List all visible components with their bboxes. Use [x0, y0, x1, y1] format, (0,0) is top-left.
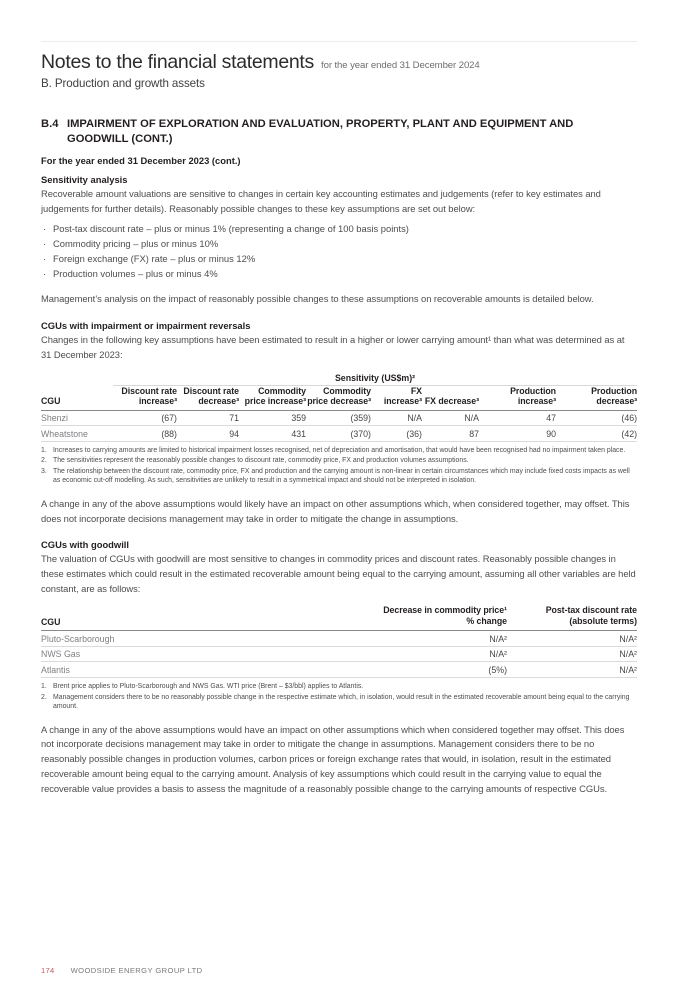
- table-cell: 359: [239, 410, 306, 426]
- top-divider: [41, 41, 637, 42]
- goodwill-table-footnotes: [41, 682, 637, 712]
- note-heading: [41, 117, 637, 146]
- goodwill-table: [41, 605, 637, 678]
- table-row: [41, 631, 637, 647]
- cgu-name: NWS Gas: [41, 646, 322, 662]
- table-cell: 94: [177, 426, 239, 442]
- footnote: [41, 693, 637, 712]
- goodwill-cgus-heading: CGUs with goodwill: [41, 539, 130, 551]
- bullet-text: Commodity pricing – plus or minus 10%: [53, 238, 219, 250]
- column-header: Commodity price decrease³: [306, 385, 371, 410]
- column-header: Production decrease³: [556, 385, 637, 410]
- column-header: FX increase³: [371, 385, 422, 410]
- page-subtitle: for the year ended 31 December 2024: [321, 60, 480, 71]
- footnote-number: 2.: [41, 457, 47, 465]
- offset-note: A change in any of the above assumptions would likely have an impact on other assumptions which, when considered together, may offset. This does not incorporate decisions management may take in order to mitigate the change in assumptions.: [41, 497, 630, 524]
- footnote: [41, 682, 637, 692]
- footnote-text: Increases to carrying amounts are limited to historical impairment losses recognised, net of depreciation and amortisation, that would have been recognised had no impairment taken place.: [53, 446, 626, 454]
- cgu-name: Shenzi: [41, 410, 113, 426]
- document-page: [0, 41, 679, 796]
- table-row: [41, 646, 637, 662]
- table-header-row: [41, 385, 637, 410]
- footnote-number: 3.: [41, 467, 47, 475]
- empty-cell: [41, 372, 113, 386]
- impairment-intro: Changes in the following key assumptions have been estimated to result in a higher or lower carrying amount¹ than what was determined as at 31 December 2023:: [41, 334, 625, 360]
- footnote: [41, 456, 637, 466]
- column-header: Commodity price increase³: [239, 385, 306, 410]
- bullet-dot: ·: [43, 223, 47, 235]
- table-cell: 431: [239, 426, 306, 442]
- sensitivity-analysis-heading: Sensitivity analysis: [41, 174, 128, 185]
- table-cell: N/A²: [507, 662, 637, 678]
- table-header-row: [41, 605, 637, 631]
- table-cell: 71: [177, 410, 239, 426]
- footnote: [41, 446, 637, 456]
- footnote-text: Management considers there to be no reasonably possible change in the respective estimate which, in isolation, would result in the estimated recoverable amount being equal to the carrying amount.: [53, 693, 630, 711]
- bullet-dot: ·: [43, 253, 47, 265]
- list-item: [41, 266, 637, 281]
- table-cell: (67): [113, 410, 177, 426]
- note-period: For the year ended 31 December 2023 (cont.): [41, 155, 241, 166]
- table-cell: N/A: [371, 410, 422, 426]
- table-row: [41, 426, 637, 442]
- footnote-text: The relationship between the discount rate, commodity price, FX and production and the carrying amount is non-linear in certain circumstances which may include fixed costs impacts as well as economic cut-off modelling. As such, sensitivities are unlikely to result in a symmetrical impact and should not be interpreted in isolation.: [53, 467, 630, 485]
- sensitivity-table: [41, 372, 637, 442]
- list-item: [41, 221, 637, 236]
- sensitivity-intro: Recoverable amount valuations are sensitive to changes in certain key accounting estimates and judgements (refer to key estimates and judgements for further details). Reasonably possible changes to these key assumptions are set out below:: [41, 188, 601, 214]
- column-header: FX decrease³: [422, 385, 479, 410]
- table-cell: (42): [556, 426, 637, 442]
- footnote-number: 1.: [41, 446, 47, 454]
- management-analysis-note: Management’s analysis on the impact of reasonably possible changes to these assumptions on recoverable amounts is detailed below.: [41, 293, 594, 305]
- masthead: [41, 51, 637, 74]
- table-cell: (46): [556, 410, 637, 426]
- closing-paragraph: A change in any of the above assumptions would have an impact on other assumptions which when considered together may offset. This does not incorporate decisions management may take in order to mitigate the change in assumptions. Management considers there to be no reasonably possible changes in production volumes, carbon prices or foreign exchange rates that would, in isolation, result in the estimated recoverable amount being equal to the carrying amount. Analysis of key assumptions which could result in the carrying value to equal the recoverable value provides a basis to assess the magnitude of a reasonably possible change to the carrying amounts of respective CGUs.: [41, 723, 625, 794]
- table-cell: N/A²: [507, 646, 637, 662]
- table-cell: 47: [479, 410, 556, 426]
- table-cell: N/A²: [507, 631, 637, 647]
- column-header-top: Post-tax discount rate: [545, 605, 637, 616]
- footnote-text: Brent price applies to Pluto-Scarborough and NWS Gas. WTI price (Brent – $3/bbl) applies to Atlantis.: [53, 682, 364, 690]
- footnote-text: The sensitivities represent the reasonably possible changes to discount rate, commodity price, FX and production volumes assumptions.: [53, 457, 469, 465]
- footnote-number: 1.: [41, 682, 47, 690]
- bullet-dot: ·: [43, 268, 47, 280]
- table-cell: N/A²: [322, 631, 507, 647]
- table-cell: (36): [371, 426, 422, 442]
- cgu-name: Wheatstone: [41, 426, 113, 442]
- column-header: Discount rate decrease³: [177, 385, 239, 410]
- page-footer: [41, 966, 203, 975]
- list-item: [41, 236, 637, 251]
- table-cell: N/A²: [322, 646, 507, 662]
- table-cell: (359): [306, 410, 371, 426]
- sensitivity-table-footnotes: [41, 446, 637, 486]
- list-item: [41, 251, 637, 266]
- bullet-text: Foreign exchange (FX) rate – plus or minus 12%: [53, 253, 256, 265]
- table-row: [41, 662, 637, 678]
- table-cell: (88): [113, 426, 177, 442]
- column-header: [322, 605, 507, 631]
- section-label: B. Production and growth assets: [41, 77, 205, 90]
- column-header: [507, 605, 637, 631]
- footnote-number: 2.: [41, 693, 47, 701]
- footnote: [41, 467, 637, 486]
- column-header-cgu: CGU: [41, 385, 113, 410]
- page-title: Notes to the financial statements: [41, 51, 315, 73]
- table-cell: N/A: [422, 410, 479, 426]
- assumption-bullet-list: [41, 221, 637, 281]
- bullet-dot: ·: [43, 238, 47, 250]
- cgu-name: Atlantis: [41, 662, 322, 678]
- goodwill-intro: The valuation of CGUs with goodwill are most sensitive to changes in commodity prices and discount rates. Reasonably possible changes in these estimates which could result in the estimated recoverable amount being equal to the carrying amount, assuming all other variables are held constant, are as follows:: [41, 553, 636, 594]
- table-cell: 87: [422, 426, 479, 442]
- note-number: B.4: [41, 118, 59, 130]
- table-cell: 90: [479, 426, 556, 442]
- column-header-bottom: (absolute terms): [569, 616, 637, 627]
- table-cell: (5%): [322, 662, 507, 678]
- column-header: Discount rate increase³: [113, 385, 177, 410]
- impairment-cgus-heading: CGUs with impairment or impairment reversals: [41, 320, 251, 332]
- page-number: 174: [41, 966, 55, 975]
- company-name: WOODSIDE ENERGY GROUP LTD: [70, 966, 203, 975]
- table-cell: (370): [306, 426, 371, 442]
- column-header-bottom: % change: [466, 616, 507, 627]
- table-row: [41, 410, 637, 426]
- column-header: Production increase³: [479, 385, 556, 410]
- column-header-top: Decrease in commodity price¹: [383, 605, 507, 616]
- table-group-header-row: [41, 372, 637, 386]
- note-title: IMPAIRMENT OF EXPLORATION AND EVALUATION, PROPERTY, PLANT AND EQUIPMENT AND GOODWILL (CONT.): [67, 118, 574, 145]
- bullet-text: Post-tax discount rate – plus or minus 1% (representing a change of 100 basis points): [53, 223, 409, 235]
- sensitivity-group-header: Sensitivity (US$m)²: [113, 372, 637, 386]
- cgu-name: Pluto-Scarborough: [41, 631, 322, 647]
- bullet-text: Production volumes – plus or minus 4%: [53, 268, 218, 280]
- column-header-cgu: CGU: [41, 605, 322, 631]
